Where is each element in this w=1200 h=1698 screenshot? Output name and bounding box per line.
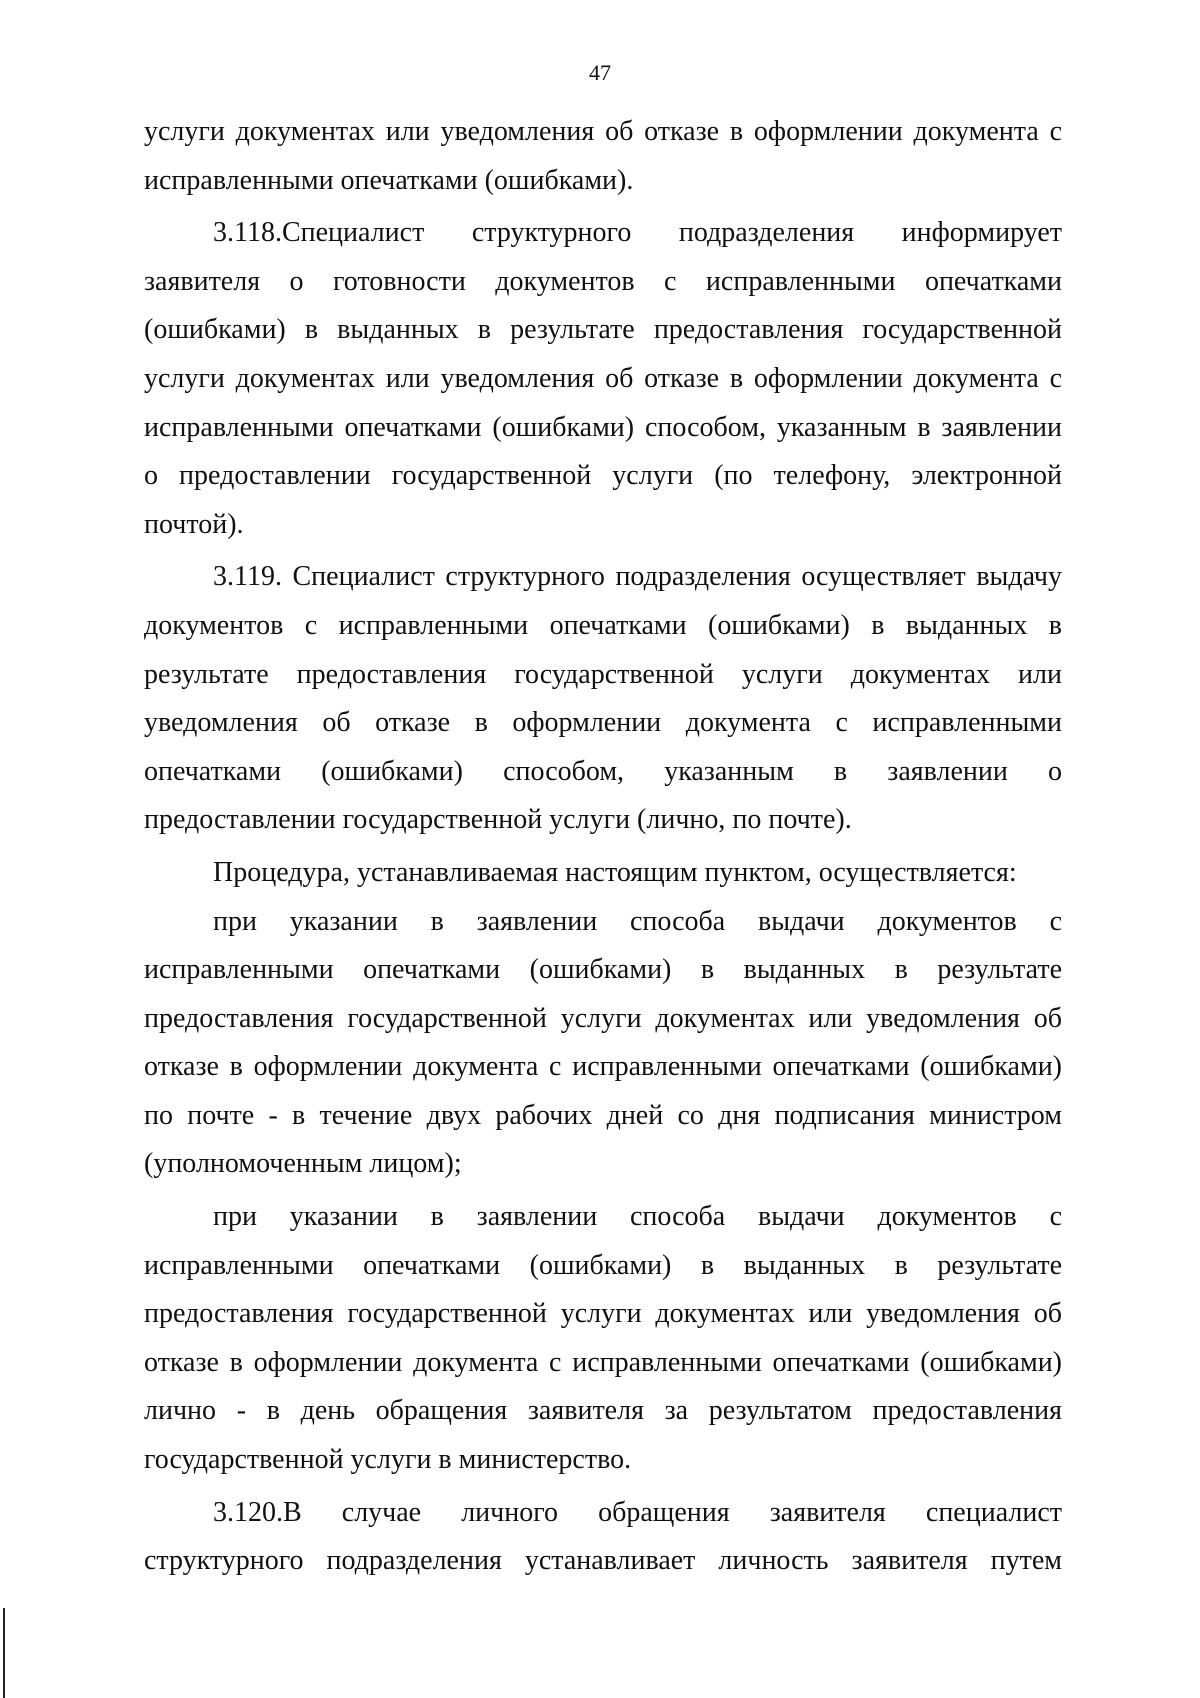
text-line: лично - в день обращения заявителя за результатом предоставления bbox=[144, 1395, 1062, 1427]
text-line: отказе в оформлении документа с исправленными опечатками (ошибками) bbox=[144, 1051, 1062, 1083]
paragraph-3-119 bbox=[144, 553, 1062, 845]
paragraph-in-person bbox=[144, 1193, 1062, 1485]
text-line: при указании в заявлении способа выдачи документов с bbox=[213, 905, 1062, 937]
text-line: заявителя о готовности документов с исправленными опечатками bbox=[144, 265, 1062, 297]
document-body bbox=[144, 108, 1062, 1586]
paragraph-continuation bbox=[144, 108, 1062, 205]
paragraph-procedure bbox=[144, 849, 1062, 898]
text-line: (уполномоченным лицом); bbox=[144, 1148, 462, 1180]
text-line: документов с исправленными опечатками (ошибками) в выданных в bbox=[144, 609, 1062, 641]
text-line: 3.118.Специалист структурного подразделения информирует bbox=[213, 217, 1062, 249]
text-line: уведомления об отказе в оформлении документа с исправленными bbox=[144, 707, 1062, 739]
text-line: исправленными опечатками (ошибками). bbox=[144, 164, 634, 196]
text-line: государственной услуги в министерство. bbox=[144, 1444, 632, 1476]
text-line: предоставлении государственной услуги (лично, по почте). bbox=[144, 804, 852, 836]
text-line: почтой). bbox=[144, 508, 244, 540]
text-line: услуги документах или уведомления об отказе в оформлении документа с bbox=[144, 362, 1062, 394]
scan-edge-mark bbox=[3, 1608, 5, 1698]
page-number: 47 bbox=[589, 60, 611, 85]
paragraph-3-120 bbox=[144, 1489, 1062, 1586]
text-line: 3.119. Специалист структурного подразделения осуществляет выдачу bbox=[213, 561, 1062, 593]
text-line: исправленными опечатками (ошибками) в выданных в результате bbox=[144, 954, 1062, 986]
text-line: при указании в заявлении способа выдачи документов с bbox=[213, 1201, 1062, 1233]
text-line: услуги документах или уведомления об отказе в оформлении документа с bbox=[144, 116, 1062, 147]
text-line: о предоставлении государственной услуги (по телефону, электронной bbox=[144, 460, 1062, 492]
text-line: исправленными опечатками (ошибками) в выданных в результате bbox=[144, 1249, 1062, 1281]
text-line: результате предоставления государственной услуги документах или bbox=[144, 658, 1062, 690]
text-line: 3.120.В случае личного обращения заявителя специалист bbox=[213, 1496, 1062, 1528]
text-line: исправленными опечатками (ошибками) способом, указанным в заявлении bbox=[144, 411, 1062, 443]
text-line: опечатками (ошибками) способом, указанным в заявлении о bbox=[144, 755, 1062, 787]
paragraph-by-mail bbox=[144, 898, 1062, 1190]
text-line: отказе в оформлении документа с исправленными опечатками (ошибками) bbox=[144, 1346, 1062, 1378]
text-line: Процедура, устанавливаемая настоящим пунктом, осуществляется: bbox=[213, 856, 1017, 888]
paragraph-3-118 bbox=[144, 209, 1062, 549]
text-line: предоставления государственной услуги документах или уведомления об bbox=[144, 1002, 1062, 1034]
text-line: предоставления государственной услуги документах или уведомления об bbox=[144, 1298, 1062, 1330]
text-line: (ошибками) в выданных в результате предоставления государственной bbox=[144, 314, 1062, 346]
text-line: по почте - в течение двух рабочих дней со дня подписания министром bbox=[144, 1099, 1062, 1131]
text-line: структурного подразделения устанавливает личность заявителя путем bbox=[144, 1545, 1062, 1577]
